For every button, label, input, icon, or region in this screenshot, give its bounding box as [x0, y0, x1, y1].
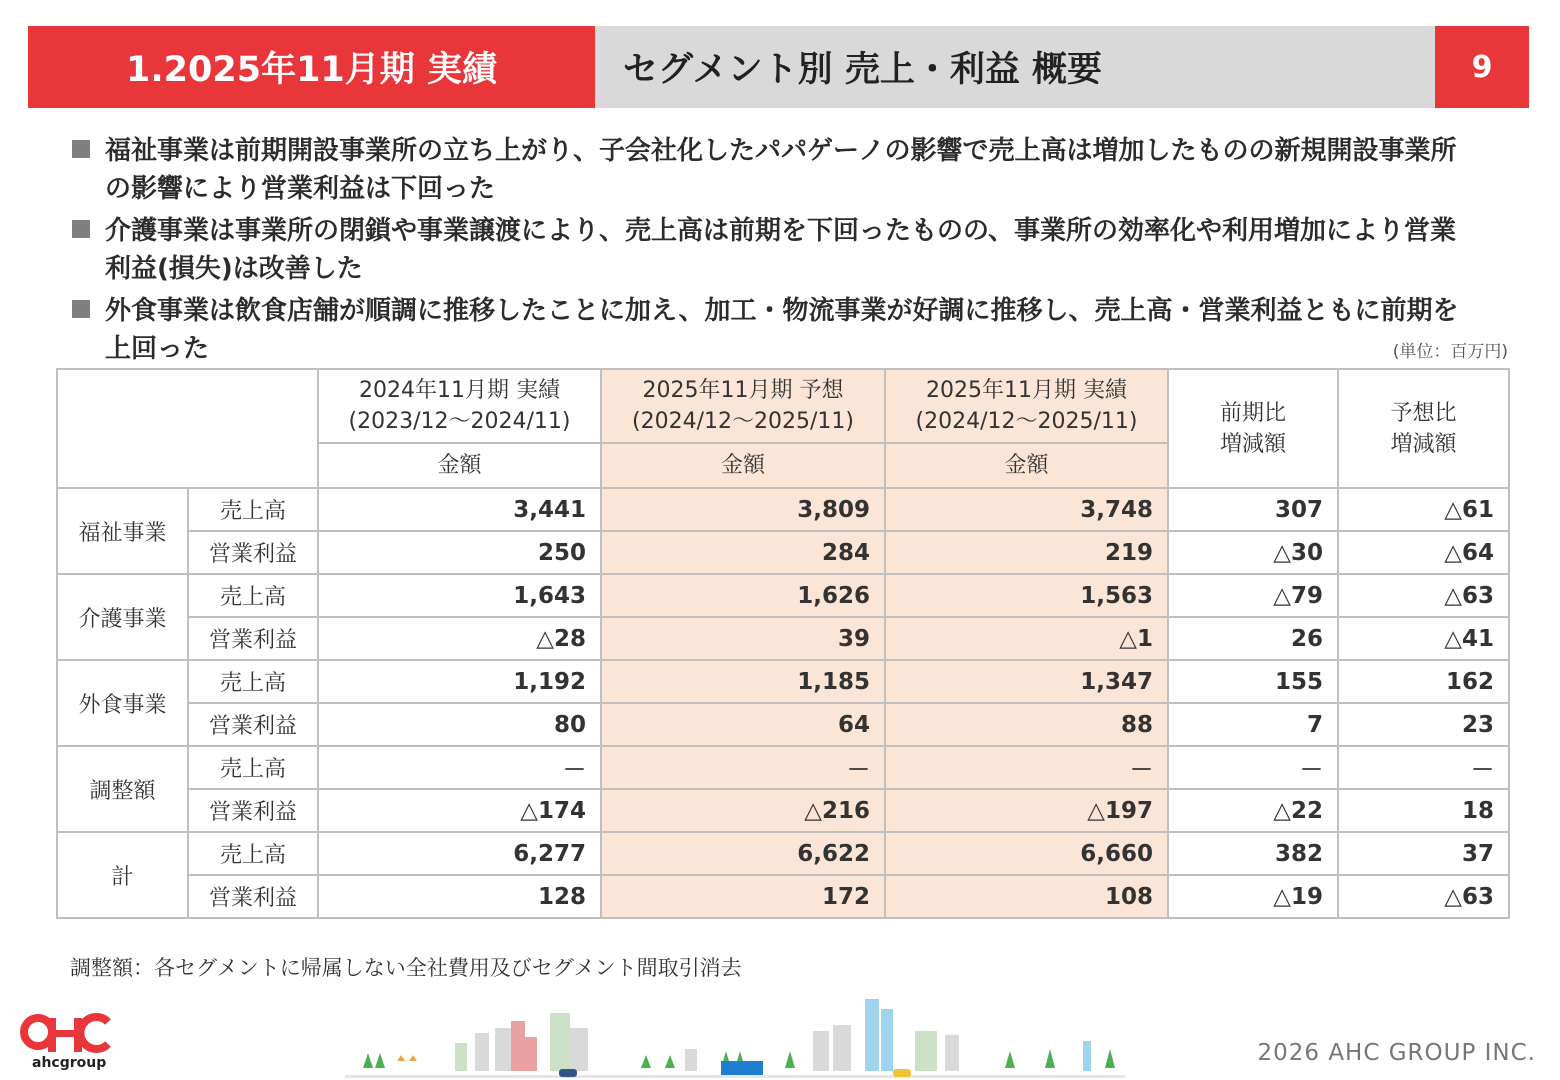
bullet-text: 外食事業は飲食店舗が順調に推移したことに加え、加工・物流事業が好調に推移し、売上高・営業利益ともに前期を上回った [105, 296, 1459, 364]
page-number: 9 [1435, 26, 1529, 108]
col-header-vs-forecast-change [1338, 369, 1509, 488]
segment-name: 調整額 [57, 746, 188, 832]
value-cell: 108 [885, 875, 1168, 918]
value-cell: △19 [1168, 875, 1338, 918]
value-cell: △41 [1338, 617, 1509, 660]
value-cell: 3,441 [318, 488, 601, 531]
value-cell: △64 [1338, 531, 1509, 574]
col-header-line1: 前期比 [1219, 400, 1286, 426]
value-cell: 88 [885, 703, 1168, 746]
value-cell: － [1338, 746, 1509, 789]
col-header-fy2024-actual [318, 369, 601, 443]
value-cell: 6,660 [885, 832, 1168, 875]
col-subheader-amount: 金額 [601, 443, 885, 488]
row-label: 営業利益 [188, 875, 318, 918]
row-label: 営業利益 [188, 617, 318, 660]
bullet-item [72, 212, 1472, 288]
segment-name: 福祉事業 [57, 488, 188, 574]
col-header-yoy-change [1168, 369, 1338, 488]
table-row [57, 574, 1509, 617]
row-label: 売上高 [188, 488, 318, 531]
row-label: 売上高 [188, 746, 318, 789]
value-cell: △197 [885, 789, 1168, 832]
square-bullet-icon [72, 300, 90, 318]
value-cell: 3,809 [601, 488, 885, 531]
value-cell: 3,748 [885, 488, 1168, 531]
bullet-text: 介護事業は事業所の閉鎖や事業譲渡により、売上高は前期を下回ったものの、事業所の効率化や利用増加により営業利益(損失)は改善した [105, 216, 1456, 284]
table-row [57, 875, 1509, 918]
row-label: 営業利益 [188, 703, 318, 746]
value-cell: － [318, 746, 601, 789]
segment-name: 介護事業 [57, 574, 188, 660]
value-cell: 172 [601, 875, 885, 918]
segment-name: 計 [57, 832, 188, 918]
corner-header [57, 369, 318, 488]
value-cell: △63 [1338, 875, 1509, 918]
table-row [57, 488, 1509, 531]
col-header-line1: 2025年11月期 実績 [926, 378, 1127, 403]
row-label: 営業利益 [188, 531, 318, 574]
table-row [57, 617, 1509, 660]
value-cell: 128 [318, 875, 601, 918]
value-cell: 23 [1338, 703, 1509, 746]
value-cell: － [601, 746, 885, 789]
bullet-text: 福祉事業は前期開設事業所の立ち上がり、子会社化したパパゲーノの影響で売上高は増加したものの新規開設事業所の影響により営業利益は下回った [105, 136, 1457, 204]
value-cell: 155 [1168, 660, 1338, 703]
value-cell: 162 [1338, 660, 1509, 703]
value-cell: 250 [318, 531, 601, 574]
row-label: 売上高 [188, 832, 318, 875]
col-header-line2: (2024/12～2025/11) [632, 409, 854, 434]
value-cell: － [1168, 746, 1338, 789]
col-header-line1: 2025年11月期 予想 [642, 378, 844, 403]
table-row [57, 789, 1509, 832]
col-header-line2: (2023/12～2024/11) [348, 409, 571, 434]
value-cell: △61 [1338, 488, 1509, 531]
bullet-item [72, 292, 1472, 368]
value-cell: 1,643 [318, 574, 601, 617]
value-cell: 7 [1168, 703, 1338, 746]
row-label: 売上高 [188, 574, 318, 617]
col-header-line1: 予想比 [1390, 400, 1457, 426]
col-subheader-amount: 金額 [318, 443, 601, 488]
value-cell: △22 [1168, 789, 1338, 832]
table-row [57, 832, 1509, 875]
value-cell: 284 [601, 531, 885, 574]
value-cell: 6,277 [318, 832, 601, 875]
row-label: 売上高 [188, 660, 318, 703]
square-bullet-icon [72, 220, 90, 238]
value-cell: － [885, 746, 1168, 789]
page-title: セグメント別 売上・利益 概要 [595, 26, 1435, 108]
copyright: 2026 AHC GROUP INC. [1257, 1040, 1536, 1066]
value-cell: △79 [1168, 574, 1338, 617]
value-cell: 1,626 [601, 574, 885, 617]
value-cell: 26 [1168, 617, 1338, 660]
col-header-line2: 増減額 [1219, 431, 1286, 457]
value-cell: 1,563 [885, 574, 1168, 617]
col-header-fy2025-actual [885, 369, 1168, 443]
table-row [57, 746, 1509, 789]
col-subheader-amount: 金額 [885, 443, 1168, 488]
value-cell: 6,622 [601, 832, 885, 875]
col-header-line2: (2024/12～2025/11) [915, 409, 1138, 434]
value-cell: 1,347 [885, 660, 1168, 703]
col-header-fy2025-forecast [601, 369, 885, 443]
table-row [57, 660, 1509, 703]
section-banner: 1.2025年11月期 実績 [28, 26, 595, 108]
value-cell: △1 [885, 617, 1168, 660]
value-cell: △174 [318, 789, 601, 832]
bullet-item [72, 132, 1472, 208]
cityscape-illustration [345, 993, 1125, 1079]
value-cell: △30 [1168, 531, 1338, 574]
segment-table [56, 368, 1510, 919]
value-cell: 1,192 [318, 660, 601, 703]
footnote: 調整額：各セグメントに帰属しない全社費用及びセグメント間取引消去 [70, 956, 742, 980]
value-cell: 18 [1338, 789, 1509, 832]
value-cell: △216 [601, 789, 885, 832]
unit-label: (単位：百万円) [1392, 342, 1508, 362]
value-cell: 307 [1168, 488, 1338, 531]
table-row [57, 703, 1509, 746]
value-cell: △63 [1338, 574, 1509, 617]
table-row [57, 531, 1509, 574]
value-cell: 64 [601, 703, 885, 746]
logo-wordmark: ahcgroup [32, 1055, 107, 1071]
col-header-line2: 増減額 [1390, 431, 1457, 457]
value-cell: 80 [318, 703, 601, 746]
row-label: 営業利益 [188, 789, 318, 832]
value-cell: △28 [318, 617, 601, 660]
value-cell: 219 [885, 531, 1168, 574]
value-cell: 1,185 [601, 660, 885, 703]
value-cell: 37 [1338, 832, 1509, 875]
col-header-line1: 2024年11月期 実績 [359, 378, 560, 403]
value-cell: 382 [1168, 832, 1338, 875]
square-bullet-icon [72, 140, 90, 158]
segment-name: 外食事業 [57, 660, 188, 746]
summary-bullets [72, 132, 1472, 372]
value-cell: 39 [601, 617, 885, 660]
